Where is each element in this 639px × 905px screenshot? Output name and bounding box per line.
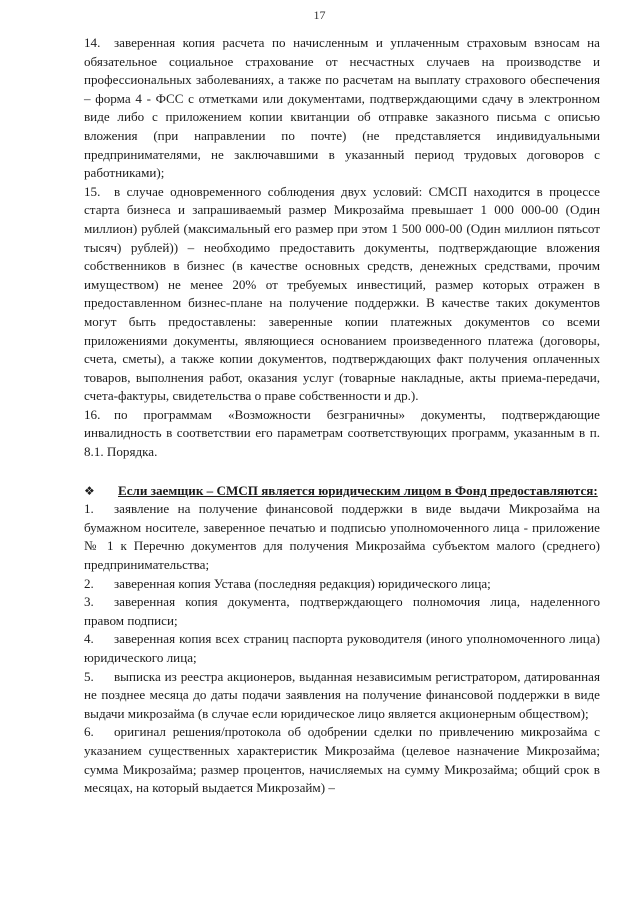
item-number: 2.: [84, 575, 94, 591]
list-item-1: [84, 500, 600, 574]
list-item-14: [84, 34, 600, 183]
item-text: заверенная копия документа, подтверждающего полномочия лица, наделенного правом подписи;: [84, 594, 600, 628]
list-item-15: [84, 183, 600, 406]
item-text: в случае одновременного соблюдения двух условий: СМСП находится в процессе старта бизнеса и запрашиваемый размер Микрозайма превышает 1 000 000-00 (Один миллион) рублей (максимальный его размер при этом 1 500 000-00 (Один миллион пятьсот тысяч) рублей)) – необходимо предоставить документы, подтверждающие вложения собственников в бизнес (в качестве основных средств, денежных средствами, прочим имуществом) не менее 20% от требуемых инвестиций, размер которых отражен в предоставленном бизнес-плане на получение поддержки. В качестве таких документов могут быть предоставлены: заверенные копии платежных документов со всеми приложениями документы, являющиеся основанием произведенного платежа (договоры, счета, сметы), а также копии документов, подтверждающих факт получения оплаченных товаров, выполнения работ, оказания услуг (товарные накладные, акты приема-передачи, счета-фактуры, свидетельства о праве собственности и др.).: [84, 183, 600, 404]
item-number: 14.: [84, 35, 101, 50]
list-item-4: [84, 630, 600, 667]
list-item-16: [84, 406, 600, 462]
list-item-6: [84, 723, 600, 797]
section-heading-text: Если заемщик – СМСП является юридическим лицом в Фонд предоставляются:: [118, 482, 598, 498]
item-number: 5.: [84, 668, 94, 684]
list-item-3: [84, 593, 600, 630]
section-heading: [84, 482, 600, 501]
item-text: заверенная копия расчета по начисленным и уплаченным страховым взносам на обязательное социальное страхование от несчастных случаев на производстве и профессиональных заболеваниях, а также по расчетам на выплату страхового обеспечения – форма 4 - ФСС с отметками или документами, подтверждающими сдачу в электронном виде либо с приложением копии квитанции об отправке заказного письма с описью вложения (при направлении по почте) (не представляется индивидуальными предпринимателями, не заключавшими в указанный период трудовых договоров с работниками);: [84, 35, 600, 181]
page-number: 17: [313, 8, 326, 22]
item-number: 15.: [84, 183, 101, 199]
item-text: оригинал решения/протокола об одобрении сделки по привлечению микрозайма с указанием существенных характеристик Микрозайма (целевое назначение Микрозайма; сумма Микрозайма; размер процентов, начисляемых на сумму Микрозайма; общий срок в месяцах, на который выдается Микрозайм) –: [84, 724, 600, 796]
item-text: заявление на получение финансовой поддержки в виде выдачи Микрозайма на бумажном носителе, заверенное печатью и подписью уполномоченного лица - приложение № 1 к Перечню документов для получения Микрозайма субъектом малого (среднего) предпринимательства;: [84, 501, 600, 573]
diamond-bullet-icon: ❖: [84, 483, 95, 498]
list-item-5: [84, 668, 600, 724]
item-number: 3.: [84, 594, 94, 610]
item-text: выписка из реестра акционеров, выданная независимым регистратором, датированная не позднее месяца до даты подачи заявления на получение финансовой поддержки в виде выдачи микрозайма (в случае если юридическое лицо является акционерным обществом);: [84, 668, 600, 721]
item-number: 16.: [84, 406, 101, 422]
item-text: заверенная копия Устава (последняя редакция) юридического лица;: [114, 575, 491, 591]
list-item-2: [84, 575, 600, 594]
document-body: [84, 34, 600, 798]
item-number: 1.: [84, 501, 94, 517]
item-text: заверенная копия всех страниц паспорта руководителя (иного уполномоченного лица) юридического лица;: [84, 631, 600, 665]
item-number: 6.: [84, 724, 94, 740]
item-text: по программам «Возможности безграничны» документы, подтверждающие инвалидность в соответствии его параметрам соответствующих программ, указанным в п. 8.1. Порядка.: [84, 406, 600, 460]
item-number: 4.: [84, 631, 94, 647]
